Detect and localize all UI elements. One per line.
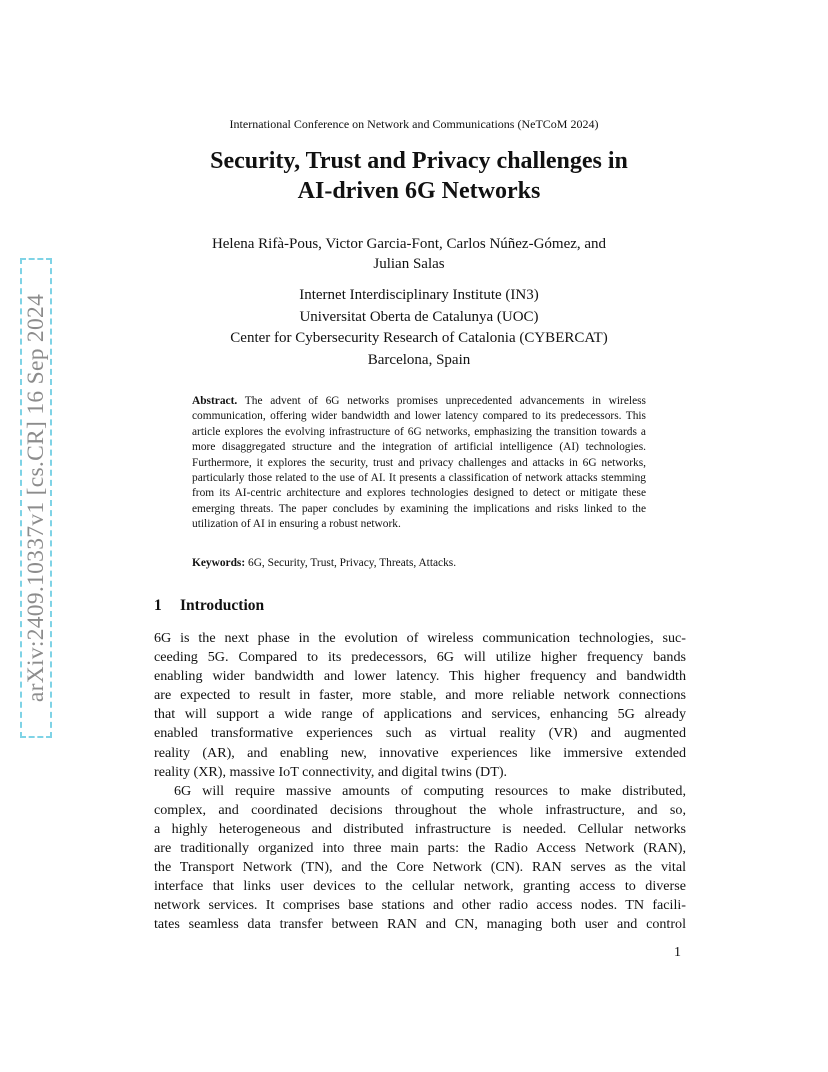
introduction-body [154, 629, 686, 935]
body-line: complex, and coordinated decisions throughout the whole infrastructure, and so, [154, 801, 686, 818]
author-list [0, 234, 818, 274]
body-line: reality (AR), and enabling new, innovative experiences like immersive extended [154, 744, 686, 761]
body-line: 6G will require massive amounts of computing resources to make distributed, [174, 782, 686, 799]
conference-header: International Conference on Network and Communications (NeTCoM 2024) [229, 117, 599, 131]
affiliation-line: Barcelona, Spain [367, 351, 471, 368]
body-line: enabled transformative experiences such as virtual reality (VR) and augmented [154, 725, 686, 742]
section-heading [154, 597, 264, 615]
arxiv-identifier: arXiv:2409.10337v1 [cs.CR] 16 Sep 2024 [23, 293, 49, 703]
page-number: 1 [674, 945, 681, 960]
section-title: Introduction [180, 597, 265, 614]
body-line: ceeding 5G. Compared to its predecessors, 6G will utilize higher frequency bands [154, 649, 686, 666]
paper-title-line: Security, Trust and Privacy challenges in [210, 148, 628, 174]
abstract-label: Abstract. [192, 395, 238, 407]
body-line: tates seamless data transfer between RAN and CN, managing both user and control [154, 916, 686, 933]
affiliation-block [0, 285, 828, 371]
abstract-text: The advent of 6G networks promises unprecedented advancements in wireless communication, offering wider bandwidth and lower latency compared to its predecessors. This article explores the evolving infrastructure of 6G networks, emphasizing the transition towards a more disaggregated structure and the integration of artificial intelligence (AI) technologies. Furthermore, it explores the security, trust and privacy challenges and attacks in 6G networks, particularly those related to the use of AI. It presents a classification of network attacks stemming from its AI-centric architecture and explores technologies designed to detect or mitigate these emerging threats. The paper concludes by examining the implications and risks linked to the utilization of AI in ensuring a robust network. [192, 395, 646, 531]
affiliation-line: Center for Cybersecurity Research of Catalonia (CYBERCAT) [230, 330, 608, 346]
body-line: the Transport Network (TN), and the Core Network (CN). RAN serves as the vital [154, 859, 686, 876]
body-line: a highly heterogeneous and distributed infrastructure is needed. Cellular networks [154, 820, 686, 837]
abstract [192, 394, 646, 533]
affiliation-line: Internet Interdisciplinary Institute (IN3) [299, 287, 539, 303]
paper-title [0, 146, 828, 206]
body-line: 6G is the next phase in the evolution of wireless communication technologies, suc- [154, 630, 686, 646]
keywords-text: 6G, Security, Trust, Privacy, Threats, Attacks. [248, 557, 457, 569]
author-line: Julian Salas [373, 256, 445, 272]
paper-title-line: AI-driven 6G Networks [297, 178, 541, 204]
body-line: reality (XR), massive IoT connectivity, and digital twins (DT). [154, 763, 508, 780]
body-line: that will support a wide range of applications and services, enhancing 5G already [154, 706, 686, 723]
body-line: interface that links user devices to the cellular network, granting access to diverse [154, 878, 686, 895]
affiliation-line: Universitat Oberta de Catalunya (UOC) [299, 308, 539, 325]
body-line: network services. It comprises base stations and other radio access nodes. TN facili- [154, 897, 686, 914]
body-line: enabling wider bandwidth and lower latency. This higher frequency and bandwidth [154, 668, 686, 685]
keywords-label: Keywords: [192, 557, 246, 569]
section-number: 1 [154, 597, 162, 614]
body-line: are expected to result in faster, more stable, and more reliable network connections [154, 687, 686, 704]
body-line: are traditionally organized into three main parts: the Radio Access Network (RAN), [154, 840, 686, 857]
author-line: Helena Rifà-Pous, Victor Garcia-Font, Carlos Núñez-Gómez, and [211, 236, 607, 252]
keywords [192, 557, 646, 569]
